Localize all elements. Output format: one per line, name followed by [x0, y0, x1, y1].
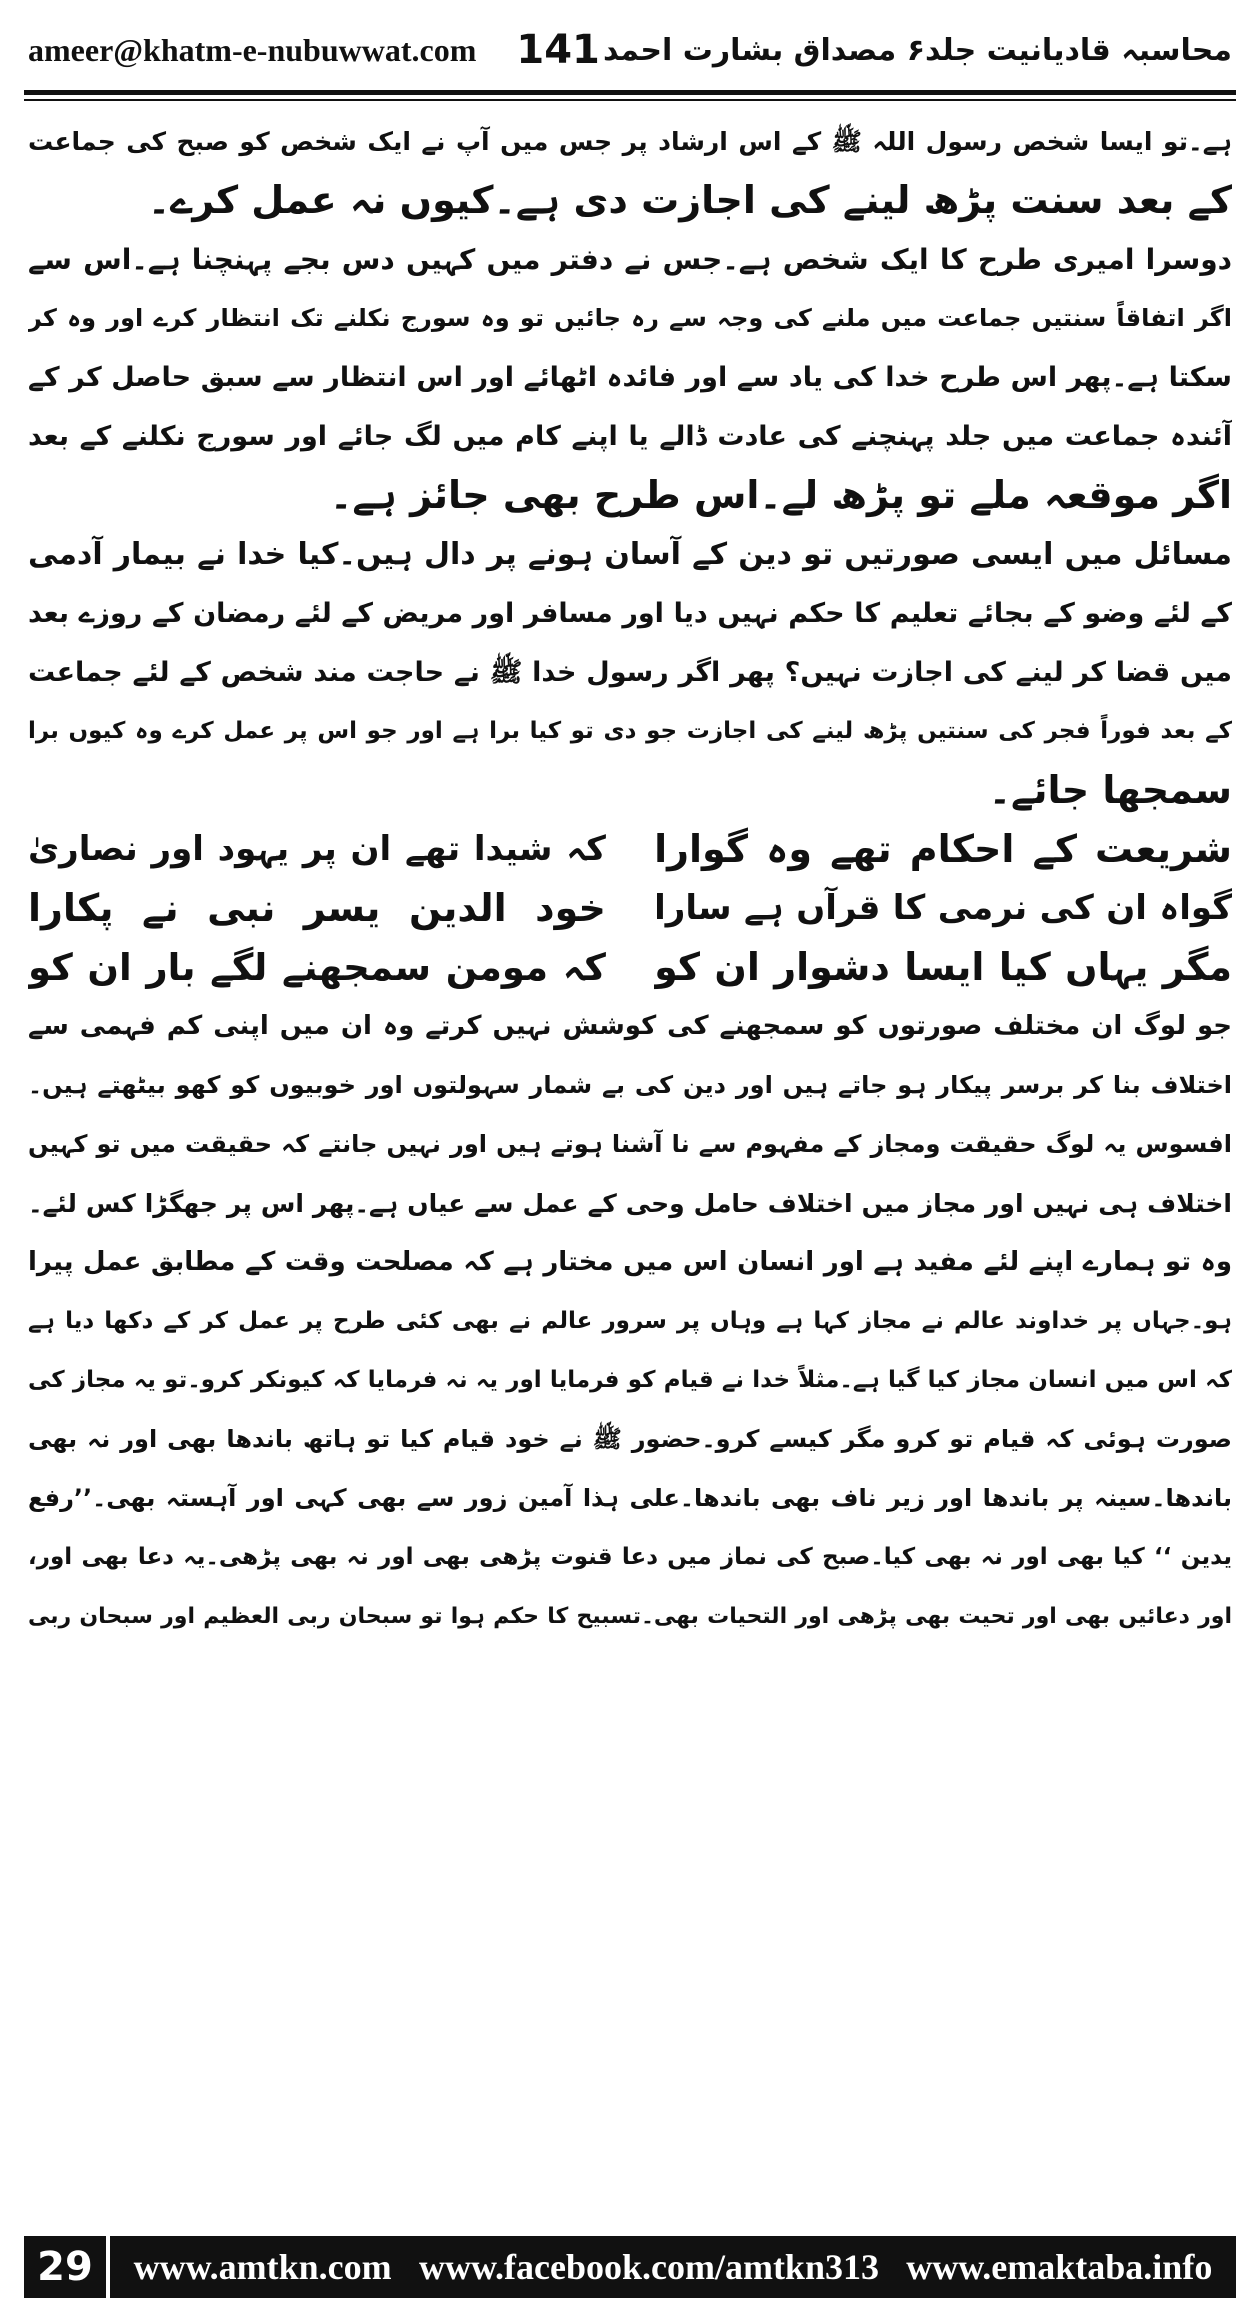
text-line: میں قضا کر لینے کی اجازت نہیں؟ پھر اگر رسول خدا ﷺ نے حاجت مند شخص کے لئے جماعت	[28, 657, 1232, 688]
verse-second-half: خود الدین یسر نبی نے پکارا	[28, 886, 606, 930]
header-page-number: 141	[516, 27, 600, 73]
page-footer	[24, 2236, 1236, 2298]
text-line: ہو۔جہاں پر خداوند عالم نے مجاز کہا ہے وہاں پر سرور عالم نے بھی کئی طرح پر عمل کر کے دکھا دیا ہے	[28, 1308, 1232, 1334]
text-line: کے بعد فوراً فجر کی سنتیں پڑھ لینے کی اجازت جو دی تو کیا برا ہے اور جو اس پر عمل کرے وہ کیوں برا	[28, 718, 1232, 744]
footer-links	[110, 2246, 1236, 2288]
text-line: افسوس یہ لوگ حقیقت ومجاز کے مفہوم سے نا آشنا ہوتے ہیں اور نہیں جانتے کہ حقیقت میں تو کہیں	[28, 1130, 1232, 1158]
text-line: اختلاف بنا کر برسر پیکار ہو جاتے ہیں اور دین کی بے شمار سہولتوں اور خوبیوں کو کھو بیٹھتے ہیں۔	[28, 1071, 1232, 1099]
text-line: کہ اس میں انسان مجاز کیا گیا ہے۔مثلاً خدا نے قیام کو فرمایا اور یہ نہ فرمایا کہ کیونکر کرو۔تو یہ مجاز کی	[28, 1367, 1232, 1393]
footer-link-facebook[interactable]: www.facebook.com/amtkn313	[418, 2247, 879, 2287]
text-line: یدین ‘‘ کیا بھی اور نہ بھی کیا۔صبح کی نماز میں دعا قنوت پڑھی بھی اور نہ بھی پڑھی۔یہ دعا بھی اور،	[28, 1544, 1232, 1570]
header-rule-thick	[24, 90, 1236, 95]
page-header	[28, 14, 1232, 86]
footer-link-emaktaba[interactable]: www.emaktaba.info	[906, 2247, 1213, 2287]
text-line: ہے۔تو ایسا شخص رسول اللہ ﷺ کے اس ارشاد پر جس میں آپ نے ایک شخص کو صبح کی جماعت	[28, 127, 1232, 156]
text-line: سمجھا جائے۔	[988, 768, 1232, 812]
header-email: ameer@khatm-e-nubuwwat.com	[28, 31, 477, 68]
page-body	[28, 112, 1232, 2222]
footer-page-number: 29	[24, 2236, 110, 2298]
text-line: باندھا۔سینہ پر باندھا اور زیر ناف بھی باندھا۔علی ہذا آمین زور سے بھی کہی اور آہستہ بھی۔’’رفع	[28, 1484, 1232, 1512]
text-line: آئندہ جماعت میں جلد پہنچنے کی عادت ڈالے یا اپنے کام میں لگ جائے اور سورج نکلنے کے بعد	[28, 421, 1232, 452]
verse-first-half: مگر یہاں کیا ایسا دشوار ان کو	[654, 945, 1232, 989]
footer-link-amtkn[interactable]: www.amtkn.com	[133, 2247, 392, 2287]
text-line: دوسرا امیری طرح کا ایک شخص ہے۔جس نے دفتر میں کہیں دس بجے پہنچنا ہے۔اس سے	[28, 243, 1232, 276]
text-line: مسائل میں ایسی صورتیں تو دین کے آسان ہونے پر دال ہیں۔کیا خدا نے بیمار آدمی	[28, 537, 1232, 572]
text-line: کے لئے وضو کے بجائے تعلیم کا حکم نہیں دیا اور مسافر اور مریض کے لئے رمضان کے روزے بعد	[28, 598, 1232, 629]
text-line: کے بعد سنت پڑھ لینے کی اجازت دی ہے۔کیوں نہ عمل کرے۔	[147, 178, 1232, 222]
verse-second-half: کہ مومن سمجھنے لگے بار ان کو	[28, 946, 606, 989]
verse-couplet	[28, 938, 1232, 997]
text-line: اگر موقعہ ملے تو پڑھ لے۔اس طرح بھی جائز ہے۔	[330, 473, 1232, 517]
verse-couplet	[28, 820, 1232, 879]
text-line: سکتا ہے۔پھر اس طرح خدا کی یاد سے اور فائدہ اٹھائے اور اس انتظار سے سبق حاصل کر کے	[28, 362, 1232, 393]
text-line: جو لوگ ان مختلف صورتوں کو سمجھنے کی کوشش نہیں کرتے وہ ان میں اپنی کم فہمی سے	[28, 1011, 1232, 1041]
text-line: صورت ہوئی کہ قیام تو کرو مگر کیسے کرو۔حضور ﷺ نے خود قیام کیا تو ہاتھ باندھا بھی اور نہ بھی	[28, 1425, 1232, 1453]
header-book-title: محاسبہ قادیانیت جلد۶ مصداق بشارت احمد	[602, 32, 1232, 68]
text-line: اگر اتفاقاً سنتیں جماعت میں ملنے کی وجہ سے رہ جائیں تو وہ سورج نکلنے تک انتظار کرے اور وہ کر	[28, 304, 1232, 332]
verse-first-half: گواہ ان کی نرمی کا قرآں ہے سارا	[654, 888, 1232, 928]
text-line: وہ تو ہمارے اپنے لئے مفید ہے اور انسان اس میں مختار ہے کہ مصلحت وقت کے مطابق عمل پیرا	[28, 1247, 1232, 1277]
text-line: اور دعائیں بھی اور تحیت بھی پڑھی اور التحیات بھی۔تسبیح کا حکم ہوا تو سبحان ربی العظیم اور سبحان ربی	[28, 1604, 1232, 1629]
verse-second-half: کہ شیدا تھے ان پر یہود اور نصاریٰ	[28, 829, 606, 869]
verse-couplet	[28, 879, 1232, 938]
text-line: اختلاف ہی نہیں اور مجاز میں اختلاف حامل وحی کے عمل سے عیاں ہے۔پھر اس پر جھگڑا کس لئے۔	[28, 1189, 1232, 1218]
header-rule-thin	[24, 99, 1236, 101]
verse-first-half: شریعت کے احکام تھے وہ گوارا	[654, 827, 1232, 871]
